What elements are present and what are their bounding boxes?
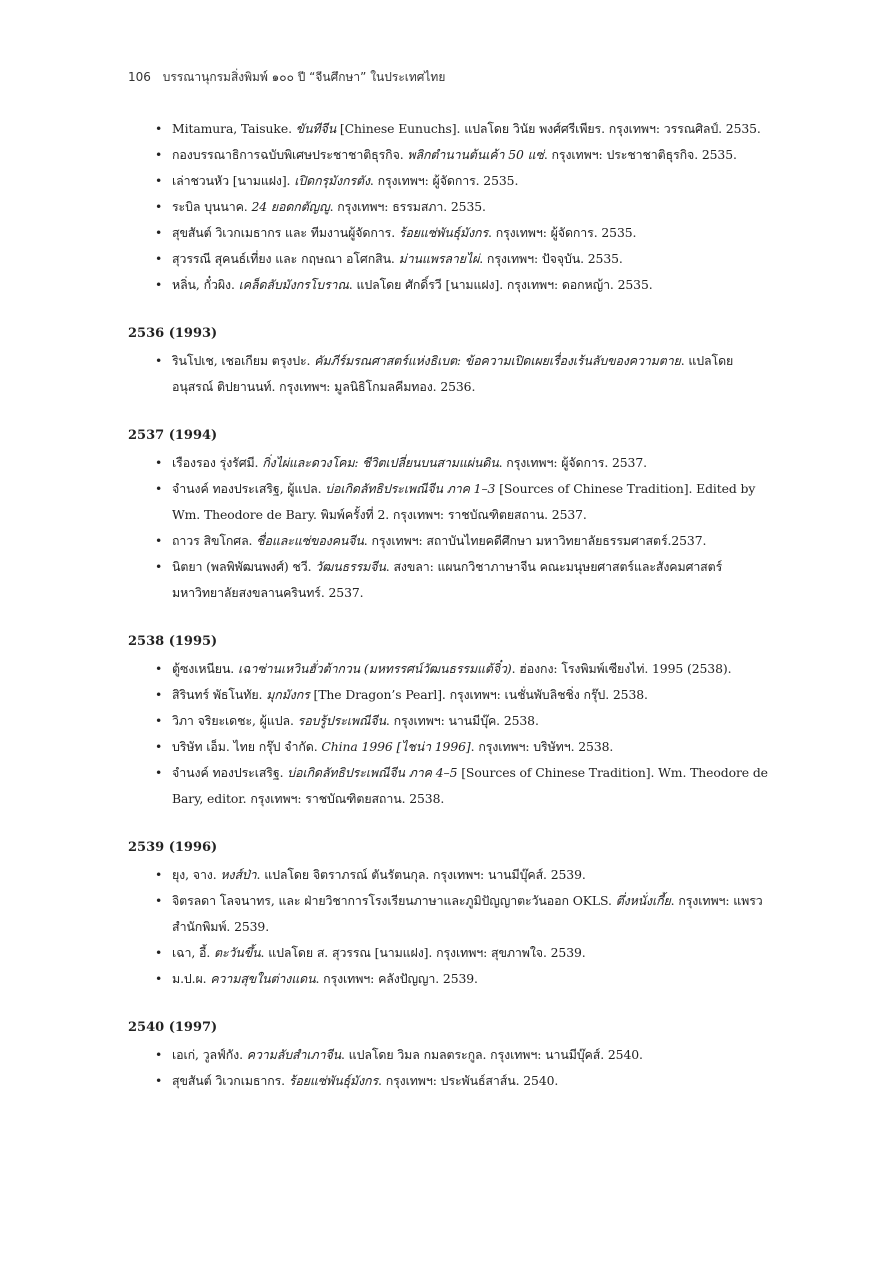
bibliography-entry bbox=[128, 194, 768, 220]
bullet-icon: • bbox=[155, 971, 163, 986]
entry-title: บ่อเกิดลัทธิประเพณีจีน ภาค 1–3 bbox=[325, 481, 496, 496]
bibliography-entry bbox=[128, 1068, 768, 1094]
entry-list bbox=[128, 1042, 768, 1094]
entry-author: จำนงค์ ทองประเสริฐ. bbox=[172, 765, 288, 780]
entry-author: กองบรรณาธิการฉบับพิเศษประชาชาติธุรกิจ. bbox=[172, 147, 408, 162]
bibliography-entry bbox=[128, 116, 768, 142]
entry-list bbox=[128, 348, 768, 400]
entry-publication: . ฮ่องกง: โรงพิมพ์เซียงไท่. 1995 (2538). bbox=[511, 661, 732, 676]
entry-publication: . กรุงเทพฯ: ผู้จัดการ. 2535. bbox=[488, 225, 637, 240]
entry-title: เคล็ดลับมังกรโบราณ bbox=[238, 277, 349, 292]
entry-publication: . กรุงเทพฯ: ธรรมสภา. 2535. bbox=[329, 199, 486, 214]
entry-author: ตู้ซงเหนียน. bbox=[172, 661, 238, 676]
entry-publication: . กรุงเทพฯ: บริษัทฯ. 2538. bbox=[470, 739, 614, 754]
entry-title: รอบรู้ประเพณีจีน bbox=[297, 713, 386, 728]
bullet-icon: • bbox=[155, 765, 163, 780]
entry-author: สุวรรณี สุคนธ์เที่ยง และ กฤษณา อโศกสิน. bbox=[172, 251, 399, 266]
bibliography-entry bbox=[128, 1042, 768, 1068]
entry-title: ชื่อและแซ่ของคนจีน bbox=[256, 533, 364, 548]
entry-publication: . กรุงเทพฯ: สถาบันไทยคดีศึกษา มหาวิทยาลัยธรรมศาสตร์.2537. bbox=[363, 533, 707, 548]
bullet-icon: • bbox=[155, 173, 163, 188]
entry-list bbox=[128, 656, 768, 812]
entry-publication: . กรุงเทพฯ: ผู้จัดการ. 2535. bbox=[369, 173, 519, 188]
bullet-icon: • bbox=[155, 867, 163, 882]
entry-publication: [The Dragon’s Pearl]. กรุงเทพฯ: เนชั่นพับลิชชิ่ง กรุ๊ป. 2538. bbox=[309, 687, 648, 702]
entry-author: ยุง, จาง. bbox=[172, 867, 221, 882]
bullet-icon: • bbox=[155, 121, 163, 136]
entry-publication: . กรุงเทพฯ: คลังปัญญา. 2539. bbox=[315, 971, 478, 986]
entry-author: บริษัท เอ็ม. ไทย กรุ๊ป จำกัด. bbox=[172, 739, 322, 754]
entry-title: วัฒนธรรมจีน bbox=[315, 559, 386, 574]
entry-author: ม.ป.ผ. bbox=[172, 971, 211, 986]
entry-author: เล่าชวนหัว [นามแฝง]. bbox=[172, 173, 295, 188]
bibliography-entry bbox=[128, 656, 768, 682]
entry-publication: . กรุงเทพฯ: แพรวสำนักพิมพ์. 2539. bbox=[172, 893, 763, 934]
entry-list bbox=[128, 116, 768, 298]
entry-publication: . แปลโดย ศักดิ์รวี [นามแฝง]. กรุงเทพฯ: ดอกหญ้า. 2535. bbox=[348, 277, 653, 292]
bullet-icon: • bbox=[155, 277, 163, 292]
bullet-icon: • bbox=[155, 945, 163, 960]
entry-publication: [Sources of Chinese Tradition]. Wm. Theodore de Bary, editor. กรุงเทพฯ: ราชบัณฑิตยสถาน. 2538. bbox=[172, 765, 768, 806]
bibliography-entry bbox=[128, 476, 768, 528]
entry-author: สิรินทร์ พัธโนทัย. bbox=[172, 687, 267, 702]
section-year-heading: 2540 (1997) bbox=[128, 1020, 218, 1035]
entry-title: ตะวันขึ้น bbox=[214, 945, 261, 960]
bibliography-section bbox=[128, 632, 768, 812]
entry-publication: . สงขลา: แผนกวิชาภาษาจีน คณะมนุษยศาสตร์และสังคมศาสตร์ มหาวิทยาลัยสงขลานครินทร์. 2537. bbox=[172, 559, 723, 600]
bibliography-entry bbox=[128, 966, 768, 992]
bullet-icon: • bbox=[155, 893, 163, 908]
bibliography-entry bbox=[128, 272, 768, 298]
entry-list bbox=[128, 862, 768, 992]
bibliography-section bbox=[128, 324, 768, 400]
entry-title: เฉาซ่านเหวินฮั่วต้ากวน (มหทรรศน์วัฒนธรรมแต้จิ๋ว) bbox=[238, 661, 512, 676]
entry-publication: . กรุงเทพฯ: ปัจจุบัน. 2535. bbox=[479, 251, 623, 266]
entry-publication: . กรุงเทพฯ: ประชาชาติธุรกิจ. 2535. bbox=[543, 147, 737, 162]
section-year-heading: 2538 (1995) bbox=[128, 634, 218, 649]
entry-author: ระบิล บุนนาค. bbox=[172, 199, 252, 214]
bullet-icon: • bbox=[155, 739, 163, 754]
bibliography-section bbox=[128, 116, 768, 298]
bibliography-entry bbox=[128, 168, 768, 194]
bibliography-entry bbox=[128, 220, 768, 246]
bullet-icon: • bbox=[155, 481, 163, 496]
entry-title: ตึ่งหนั่งเกี้ย bbox=[615, 893, 671, 908]
entry-publication: . แปลโดย จิตราภรณ์ ตันรัตนกุล. กรุงเทพฯ: นานมีบุ๊คส์. 2539. bbox=[256, 867, 586, 882]
bullet-icon: • bbox=[155, 455, 163, 470]
entry-title: มุกมังกร bbox=[266, 687, 310, 702]
entry-title: China 1996 [ไชน่า 1996] bbox=[321, 739, 471, 754]
bullet-icon: • bbox=[155, 251, 163, 266]
entry-title: หงส์ป่า bbox=[220, 867, 257, 882]
entry-author: เฉา, อี้. bbox=[172, 945, 215, 960]
bullet-icon: • bbox=[155, 687, 163, 702]
entry-publication: [Sources of Chinese Tradition]. Edited by Wm. Theodore de Bary. พิมพ์ครั้งที่ 2. กรุงเทพฯ: ราชบัณฑิตยสถาน. 2537. bbox=[172, 481, 756, 522]
section-year-heading: 2539 (1996) bbox=[128, 840, 218, 855]
bibliography-entry bbox=[128, 862, 768, 888]
bibliography-entry bbox=[128, 450, 768, 476]
bibliography-entry bbox=[128, 528, 768, 554]
bullet-icon: • bbox=[155, 147, 163, 162]
entry-title: ขันทีจีน bbox=[295, 121, 337, 136]
bibliography-entry bbox=[128, 554, 768, 606]
bibliography-entry bbox=[128, 682, 768, 708]
entry-author: หลิ่น, กั๋วผิง. bbox=[172, 277, 239, 292]
bibliography-entry bbox=[128, 142, 768, 168]
entry-publication: . กรุงเทพฯ: ประพันธ์สาส์น. 2540. bbox=[378, 1073, 559, 1088]
bibliography-entry bbox=[128, 708, 768, 734]
entry-author: เอเก่, วูลฟ์กัง. bbox=[172, 1047, 247, 1062]
entry-title: ร้อยแซ่พันธุ์มังกร bbox=[288, 1073, 379, 1088]
entry-author: จำนงค์ ทองประเสริฐ, ผู้แปล. bbox=[172, 481, 326, 496]
bibliography-entry bbox=[128, 246, 768, 272]
bibliography-section bbox=[128, 426, 768, 606]
bibliography-entry bbox=[128, 940, 768, 966]
bullet-icon: • bbox=[155, 533, 163, 548]
entry-title: พลิกตำนานต้นเค้า 50 แซ่ bbox=[407, 147, 544, 162]
bullet-icon: • bbox=[155, 661, 163, 676]
bullet-icon: • bbox=[155, 559, 163, 574]
entry-title: 24 ยอดกตัญญู bbox=[251, 199, 330, 214]
entry-publication: . แปลโดย ส. สุวรรณ [นามแฝง]. กรุงเทพฯ: สุขภาพใจ. 2539. bbox=[260, 945, 586, 960]
page-number: 106 bbox=[128, 70, 151, 84]
running-header bbox=[128, 68, 445, 87]
entry-author: สุขสันต์ วิเวกเมธากร และ ทีมงานผู้จัดการ. bbox=[172, 225, 399, 240]
entry-author: เรืองรอง รุ่งรัศมี. bbox=[172, 455, 263, 470]
entry-title: บ่อเกิดลัทธิประเพณีจีน ภาค 4–5 bbox=[287, 765, 458, 780]
entry-author: ถาวร สิขโกศล. bbox=[172, 533, 257, 548]
bullet-icon: • bbox=[155, 713, 163, 728]
bibliography-entry bbox=[128, 760, 768, 812]
entry-title: กิ่งไผ่และดวงโคม: ชีวิตเปลี่ยนบนสามแผ่นดิน bbox=[262, 455, 499, 470]
entry-publication: . แปลโดย วิมล กมลตระกูล. กรุงเทพฯ: นานมีบุ๊คส์. 2540. bbox=[341, 1047, 643, 1062]
entry-publication: . แปลโดย อนุสรณ์ ติปยานนท์. กรุงเทพฯ: มูลนิธิโกมลคีมทอง. 2536. bbox=[172, 353, 734, 394]
bullet-icon: • bbox=[155, 225, 163, 240]
entry-author: Mitamura, Taisuke. bbox=[172, 121, 296, 136]
entry-publication: . กรุงเทพฯ: ผู้จัดการ. 2537. bbox=[498, 455, 647, 470]
entry-publication: [Chinese Eunuchs]. แปลโดย วินัย พงศ์ศรีเพียร. กรุงเทพฯ: วรรณศิลป์. 2535. bbox=[336, 121, 761, 136]
bibliography-entry bbox=[128, 888, 768, 940]
bullet-icon: • bbox=[155, 1073, 163, 1088]
bibliography-entry bbox=[128, 348, 768, 400]
entry-title: ร้อยแซ่พันธุ์มังกร bbox=[398, 225, 489, 240]
bibliography-section bbox=[128, 838, 768, 992]
entry-list bbox=[128, 450, 768, 606]
bibliography-entry bbox=[128, 734, 768, 760]
entry-author: จิตรลดา โลจนาทร, และ ฝ่ายวิชาการโรงเรียนภาษาและภูมิปัญญาตะวันออก OKLS. bbox=[172, 893, 616, 908]
entry-author: รินโปเช, เชอเกียม ตรุงปะ. bbox=[172, 353, 315, 368]
entry-author: สุขสันต์ วิเวกเมธากร. bbox=[172, 1073, 289, 1088]
entry-title: ความสุขในต่างแดน bbox=[210, 971, 316, 986]
entry-publication: . กรุงเทพฯ: นานมีบุ๊ค. 2538. bbox=[385, 713, 539, 728]
entry-title: คัมภีร์มรณศาสตร์แห่งธิเบต: ข้อความเปิดเผยเรื่องเร้นลับของความตาย bbox=[314, 353, 681, 368]
section-year-heading: 2536 (1993) bbox=[128, 326, 218, 341]
running-title: บรรณานุกรมสิ่งพิมพ์ ๑๐๐ ปี “จีนศึกษา” ในประเทศไทย bbox=[162, 70, 446, 84]
bullet-icon: • bbox=[155, 1047, 163, 1062]
bibliography-content bbox=[128, 116, 768, 1120]
bullet-icon: • bbox=[155, 199, 163, 214]
entry-title: ความลับสำเภาจีน bbox=[246, 1047, 341, 1062]
entry-title: เปิดกรุมังกรตัง bbox=[294, 173, 370, 188]
bullet-icon: • bbox=[155, 353, 163, 368]
bibliography-section bbox=[128, 1018, 768, 1094]
entry-author: วิภา จริยะเดชะ, ผู้แปล. bbox=[172, 713, 298, 728]
entry-author: นิตยา (พลพิพัฒนพงศ์) ชวี. bbox=[172, 559, 316, 574]
entry-title: ม่านแพรลายไผ่ bbox=[398, 251, 480, 266]
section-year-heading: 2537 (1994) bbox=[128, 428, 218, 443]
